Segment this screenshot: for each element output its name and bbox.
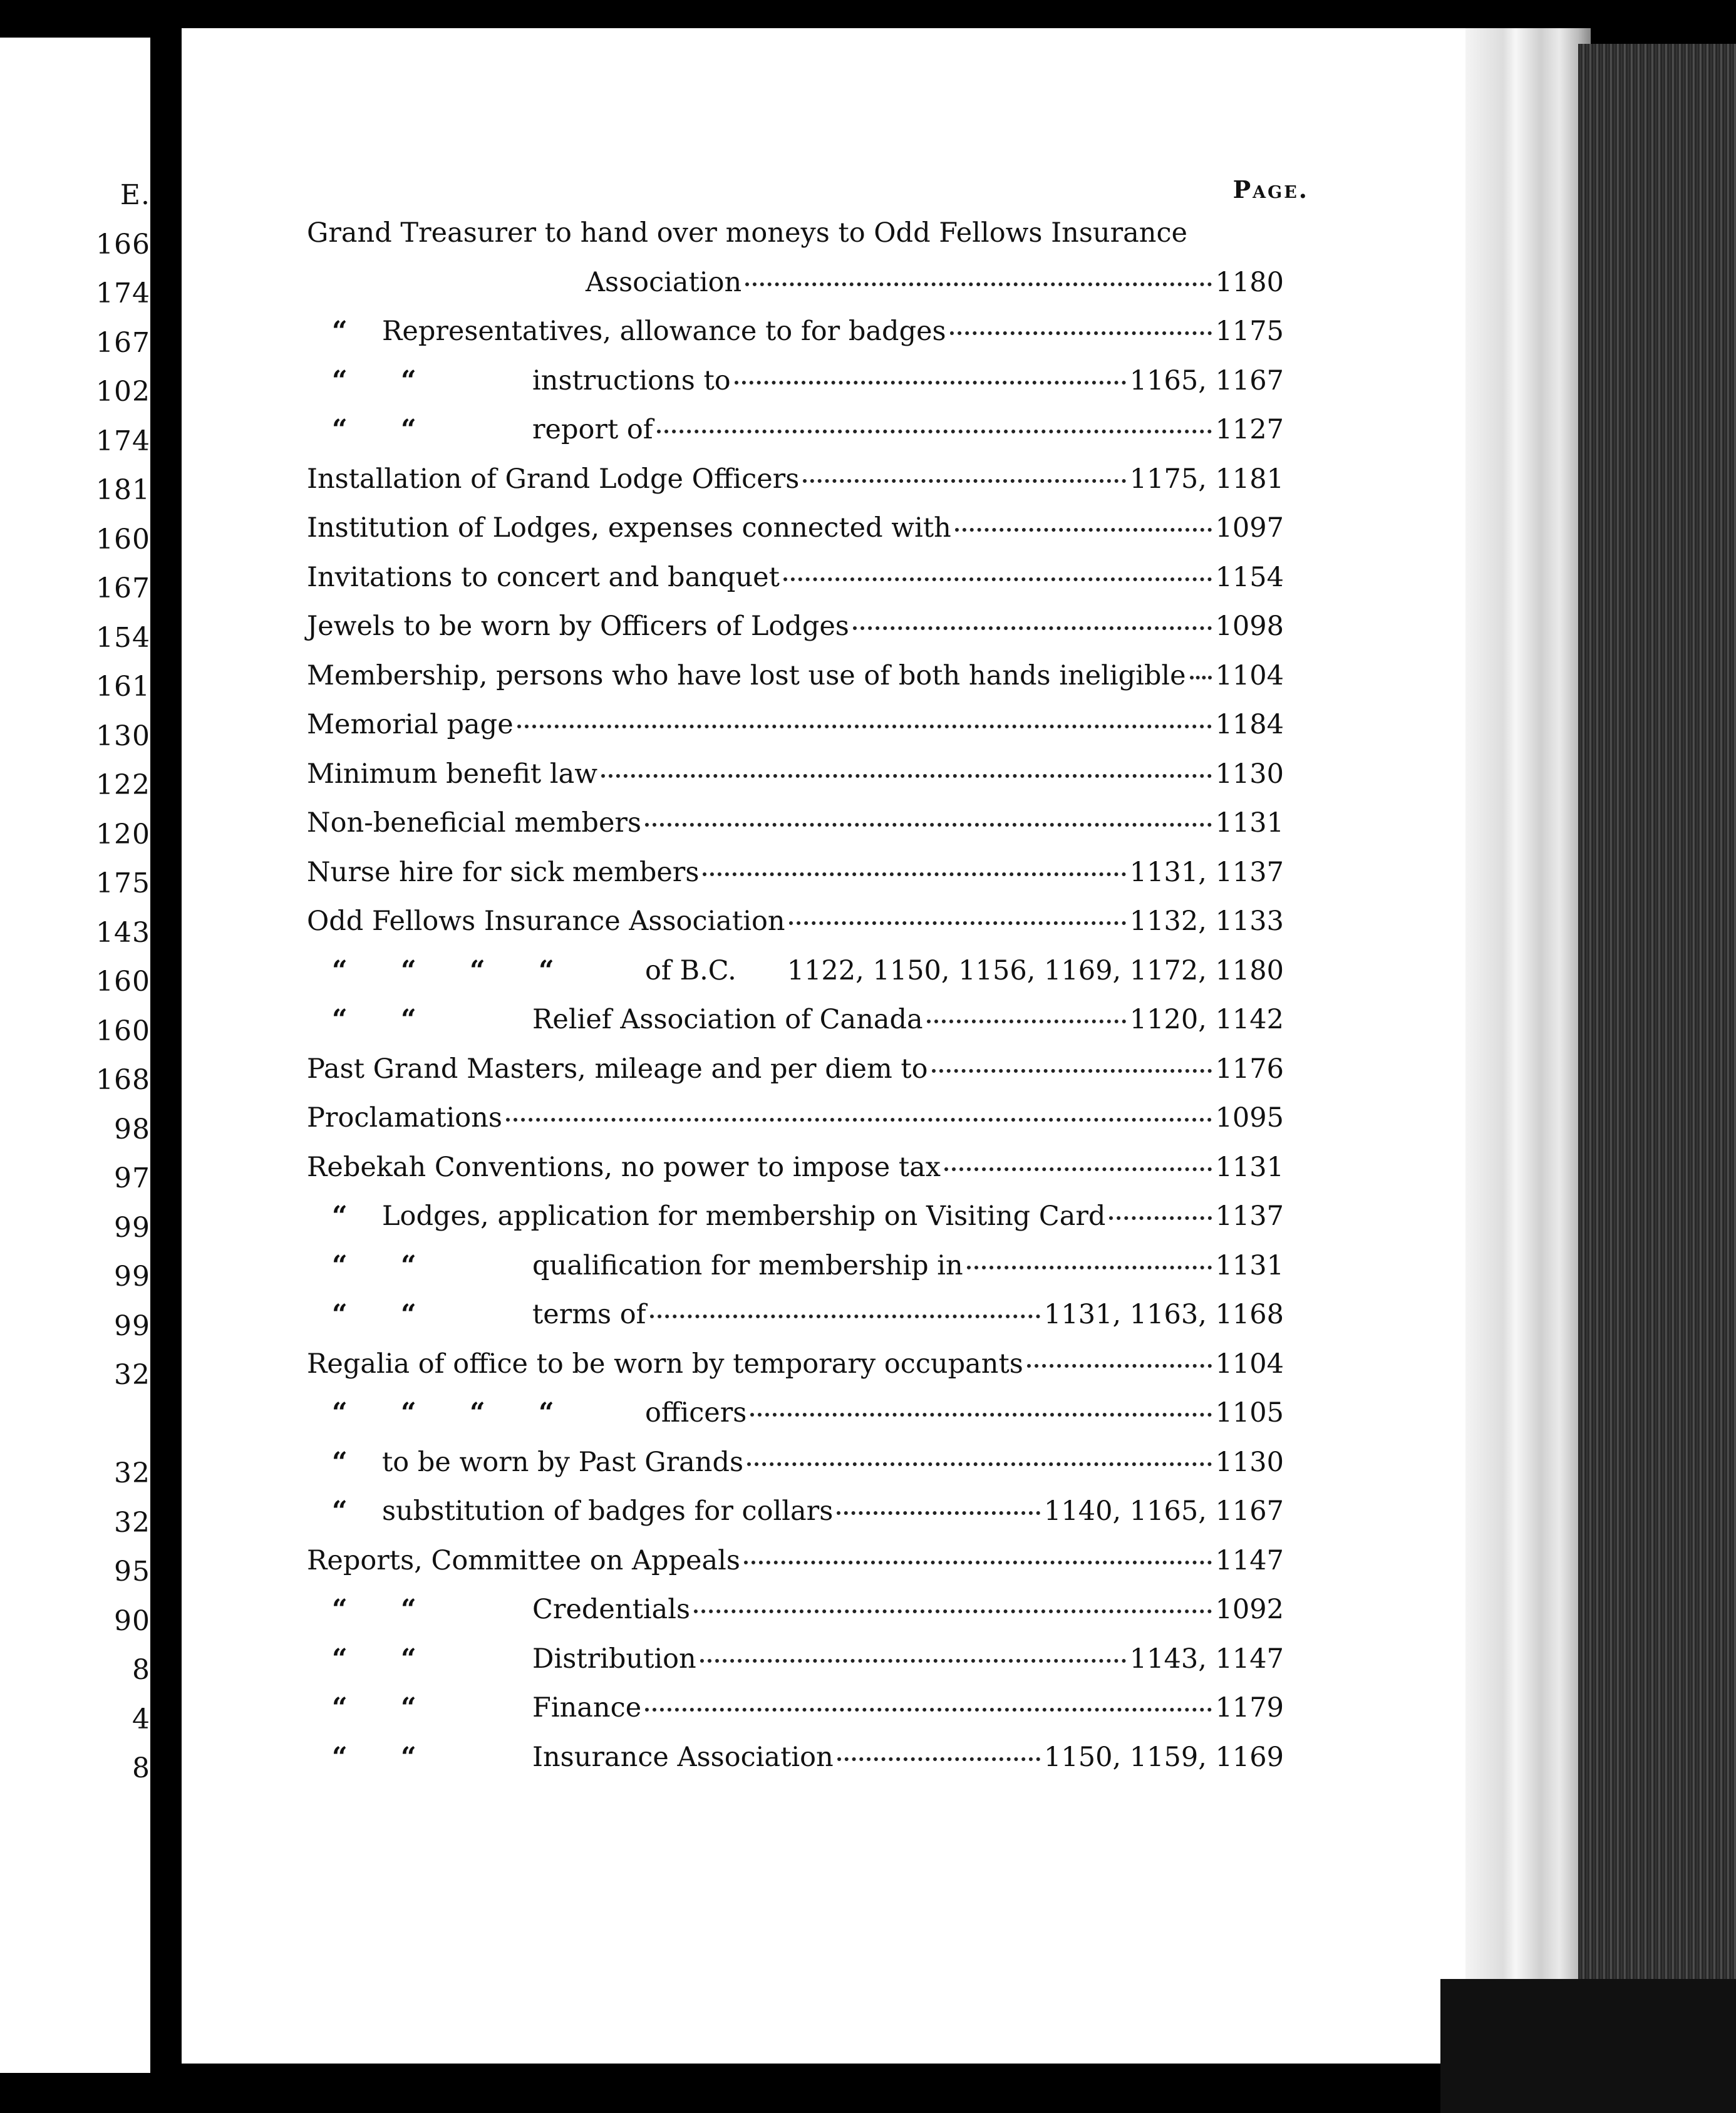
index-entry-heading	[332, 1692, 641, 1723]
index-entry	[307, 1734, 1284, 1784]
dot-leader	[955, 528, 1212, 532]
index-entry-heading	[307, 1348, 1023, 1380]
dot-leader	[967, 1266, 1212, 1269]
ditto-mark: “	[470, 1397, 485, 1428]
ditto-mark: “	[332, 1594, 348, 1625]
index-entry-heading	[332, 1643, 696, 1675]
ditto-mark: “	[401, 1741, 416, 1773]
index-entry	[307, 1636, 1284, 1685]
index-entry	[307, 653, 1284, 702]
ditto-mark: “	[332, 316, 348, 347]
left-page-fragment: 8	[132, 1752, 150, 1784]
left-page-fragment: E.	[120, 179, 150, 211]
dot-leader	[1190, 676, 1212, 679]
dot-leader	[789, 921, 1126, 925]
index-entry-text: Memorial page	[307, 709, 514, 740]
index-entry	[307, 1341, 1284, 1390]
left-page-fragment: 98	[114, 1113, 150, 1145]
dot-leader	[932, 1069, 1212, 1073]
dot-leader	[837, 1511, 1040, 1515]
index-entry-heading	[332, 414, 653, 445]
index-entry-heading	[307, 807, 641, 839]
ditto-mark: “	[332, 1397, 348, 1428]
dot-leader	[837, 1757, 1040, 1761]
index-entry	[307, 554, 1284, 604]
index-entry	[307, 210, 1284, 259]
index-entry-text: Membership, persons who have lost use of both hands ineligible	[307, 659, 1186, 691]
ditto-mark: “	[470, 954, 485, 986]
index-entry-text: Credentials	[532, 1594, 691, 1625]
left-page-fragment: 175	[96, 867, 150, 899]
index-entry-heading	[332, 365, 731, 396]
index-entry-text: Past Grand Masters, mileage and per diem to	[307, 1053, 928, 1085]
index-entry	[307, 1439, 1284, 1489]
dot-leader	[506, 1118, 1212, 1122]
index-entry-text: Nurse hire for sick members	[307, 856, 700, 888]
ditto-mark: “	[401, 954, 416, 986]
index-entry-heading	[332, 1004, 923, 1035]
ditto-mark: “	[332, 1004, 348, 1035]
index-entry-heading	[332, 316, 946, 347]
left-page-fragment: 160	[96, 966, 150, 998]
index-entry-heading	[307, 217, 1187, 249]
index-entry-text: Rebekah Conventions, no power to impose tax	[307, 1151, 941, 1183]
ditto-mark: “	[332, 1741, 348, 1773]
index-entry	[307, 603, 1284, 653]
index-entry	[307, 898, 1284, 948]
left-page-fragment: 160	[96, 1015, 150, 1047]
dot-leader	[927, 1020, 1126, 1023]
left-page-fragment: 174	[96, 425, 150, 457]
index-entry	[307, 1291, 1284, 1341]
left-page-fragment: 32	[114, 1359, 150, 1391]
dot-leader	[1027, 1364, 1212, 1368]
index-entry-heading	[332, 1299, 646, 1330]
index-entry-heading	[307, 709, 514, 740]
page-references: 1098	[1215, 611, 1284, 642]
dot-leader	[744, 1561, 1212, 1564]
ditto-mark: “	[332, 1299, 348, 1330]
index-entry	[307, 800, 1284, 849]
ditto-mark: “	[332, 414, 348, 445]
dot-leader	[950, 331, 1212, 335]
index-entry-heading	[307, 660, 1186, 691]
index-entry	[307, 1685, 1284, 1734]
page-references: 1122, 1150, 1156, 1169, 1172, 1180	[787, 954, 1284, 986]
index-entry	[307, 259, 1284, 309]
index-entry-text: report of	[532, 414, 653, 445]
ditto-mark: “	[332, 364, 348, 396]
index-entry	[307, 1390, 1284, 1439]
left-facing-page	[0, 38, 150, 2073]
page-references: 1127	[1215, 414, 1284, 445]
left-page-fragment: 130	[96, 720, 150, 752]
index-entry	[307, 751, 1284, 800]
index-entry-heading	[332, 1496, 833, 1527]
left-page-fragment: 168	[96, 1064, 150, 1096]
dot-leader	[783, 577, 1212, 581]
page-references: 1175, 1181	[1129, 463, 1284, 495]
index-list	[307, 210, 1284, 1783]
index-entry	[307, 1537, 1284, 1587]
page-references: 1131, 1163, 1168	[1044, 1299, 1284, 1330]
index-entry-heading	[307, 512, 951, 544]
page-references: 1120, 1142	[1129, 1004, 1284, 1035]
ditto-mark: “	[332, 1692, 348, 1723]
index-entry-heading	[307, 906, 785, 937]
index-entry-text: Reports, Committee on Appeals	[307, 1544, 740, 1576]
ditto-mark: “	[332, 1201, 348, 1232]
index-entry	[307, 406, 1284, 456]
left-page-fragment: 8	[132, 1654, 150, 1686]
dot-leader	[853, 626, 1212, 630]
left-page-fragment: 102	[96, 376, 150, 408]
left-page-fragment: 154	[96, 621, 150, 654]
index-entry-text: Association	[586, 266, 742, 298]
left-page-fragment: 99	[114, 1211, 150, 1244]
index-entry-text: terms of	[532, 1299, 646, 1330]
page-references: 1104	[1215, 659, 1284, 691]
index-entry-heading	[332, 1250, 963, 1281]
page-references: 1175	[1215, 316, 1284, 347]
index-entry	[307, 701, 1284, 751]
index-entry-heading	[307, 562, 780, 593]
index-entry-text: Grand Treasurer to hand over moneys to Odd Fellows Insurance	[307, 217, 1188, 249]
page-column-heading: Page.	[1232, 175, 1309, 204]
ditto-mark: “	[332, 954, 348, 986]
ditto-mark: “	[401, 414, 416, 445]
index-entry-text: Non-beneficial members	[307, 807, 642, 839]
index-entry-text: Installation of Grand Lodge Officers	[307, 463, 800, 495]
page-references: 1130	[1215, 1446, 1284, 1478]
ditto-mark: “	[401, 364, 416, 396]
dot-leader	[517, 725, 1212, 728]
page-references: 1140, 1165, 1167	[1044, 1496, 1284, 1527]
index-entry-heading	[307, 758, 597, 790]
page-references: 1147	[1215, 1544, 1284, 1576]
index-entry-text: Invitations to concert and banquet	[307, 561, 780, 593]
index-entry-text: of B.C.	[645, 954, 736, 986]
left-page-fragment: 4	[132, 1703, 150, 1735]
index-entry-heading	[307, 1152, 941, 1183]
index-entry-text: Representatives, allowance to for badges	[382, 316, 946, 347]
page-references: 1154	[1215, 561, 1284, 593]
page-references: 1132, 1133	[1129, 906, 1284, 937]
dot-leader	[657, 430, 1212, 433]
page-references: 1092	[1215, 1594, 1284, 1625]
index-entry	[307, 456, 1284, 505]
dot-leader	[803, 479, 1125, 483]
index-entry-heading	[307, 463, 799, 495]
left-page-fragment: 166	[96, 228, 150, 261]
page-references: 1105	[1215, 1397, 1284, 1428]
index-entry	[307, 505, 1284, 554]
dot-leader	[703, 872, 1125, 876]
index-entry-heading	[307, 611, 849, 642]
left-page-fragment: 167	[96, 326, 150, 359]
index-entry-heading	[307, 857, 699, 888]
index-entry	[307, 1046, 1284, 1095]
index-entry-text: Lodges, application for membership on Visiting Card	[382, 1201, 1106, 1232]
page-references: 1131	[1215, 1249, 1284, 1281]
index-entry	[307, 948, 1284, 997]
index-entry-text: instructions to	[532, 364, 731, 396]
left-page-fragment: 122	[96, 769, 150, 801]
index-entry	[307, 358, 1284, 407]
index-entry	[307, 1193, 1284, 1242]
index-entry-text: Jewels to be worn by Officers of Lodges	[307, 611, 849, 642]
page-references: 1095	[1215, 1102, 1284, 1134]
index-entry-text: Regalia of office to be worn by temporary occupants	[307, 1348, 1023, 1380]
index-entry-text: Distribution	[532, 1643, 696, 1675]
book-page-edges	[1465, 28, 1591, 1988]
dot-leader	[944, 1167, 1212, 1171]
index-entry-text: Finance	[532, 1692, 642, 1723]
index-entry-heading	[332, 1594, 690, 1625]
left-page-fragment: 120	[96, 818, 150, 850]
book-bottom-shadow	[1440, 1979, 1736, 2113]
index-entry	[307, 1586, 1284, 1636]
index-entry	[307, 1242, 1284, 1292]
left-page-fragment: 143	[96, 916, 150, 949]
page-references: 1104	[1215, 1348, 1284, 1380]
page-references: 1165, 1167	[1129, 364, 1284, 396]
page-references: 1176	[1215, 1053, 1284, 1085]
left-page-fragment: 167	[96, 572, 150, 604]
dot-leader	[645, 823, 1212, 827]
index-entry	[307, 1488, 1284, 1537]
page-references: 1137	[1215, 1201, 1284, 1232]
page-references: 1130	[1215, 758, 1284, 790]
page-references: 1179	[1215, 1692, 1284, 1723]
left-page-fragment: 99	[114, 1261, 150, 1293]
left-page-fragment: 181	[96, 474, 150, 506]
index-entry-text: Proclamations	[307, 1102, 502, 1134]
index-entry-text: officers	[645, 1397, 747, 1428]
index-entry-text: Institution of Lodges, expenses connected with	[307, 512, 951, 544]
ditto-mark: “	[401, 1397, 416, 1428]
dot-leader	[735, 381, 1126, 385]
dot-leader	[694, 1609, 1212, 1613]
ditto-mark: “	[401, 1594, 416, 1625]
index-entry	[307, 1095, 1284, 1144]
ditto-mark: “	[332, 1249, 348, 1281]
index-entry-text: Relief Association of Canada	[532, 1004, 923, 1035]
dot-leader	[747, 1462, 1212, 1466]
left-page-fragment: 99	[114, 1310, 150, 1342]
page-references: 1131, 1137	[1129, 856, 1284, 888]
ditto-mark: “	[332, 1496, 348, 1527]
index-entry-text: to be worn by Past Grands	[382, 1446, 744, 1478]
left-page-fragment: 90	[114, 1604, 150, 1637]
ditto-mark: “	[401, 1692, 416, 1723]
index-page	[182, 28, 1465, 2064]
index-entry	[307, 996, 1284, 1046]
ditto-mark: “	[401, 1249, 416, 1281]
dot-leader	[601, 774, 1211, 778]
page-references: 1131	[1215, 1151, 1284, 1183]
ditto-mark: “	[401, 1299, 416, 1330]
page-references: 1150, 1159, 1169	[1044, 1741, 1284, 1773]
ditto-mark: “	[401, 1643, 416, 1675]
index-entry-heading	[307, 1053, 928, 1085]
dot-leader	[1109, 1216, 1211, 1220]
ditto-mark: “	[401, 1004, 416, 1035]
index-entry-text: Minimum benefit law	[307, 758, 598, 790]
index-entry-heading	[307, 1545, 740, 1576]
index-entry-heading	[332, 955, 736, 986]
left-page-fragment: 32	[114, 1457, 150, 1489]
left-page-fragment: 97	[114, 1162, 150, 1194]
dot-leader	[645, 1708, 1211, 1712]
page-references: 1131	[1215, 807, 1284, 839]
dot-leader	[745, 282, 1211, 286]
ditto-mark: “	[332, 1446, 348, 1478]
index-entry-heading	[332, 1397, 747, 1428]
index-entry	[307, 1144, 1284, 1194]
index-entry	[307, 308, 1284, 358]
index-entry	[307, 849, 1284, 899]
book-cover-edge	[1578, 44, 1736, 2079]
ditto-mark: “	[539, 1397, 554, 1428]
page-references: 1180	[1215, 266, 1284, 298]
dot-leader	[750, 1413, 1211, 1417]
ditto-mark: “	[539, 954, 554, 986]
index-entry-text: substitution of badges for collars	[382, 1496, 834, 1527]
page-references: 1143, 1147	[1129, 1643, 1284, 1675]
index-entry-text: Odd Fellows Insurance Association	[307, 906, 785, 937]
page-references: 1184	[1215, 709, 1284, 740]
index-entry-heading	[332, 1447, 743, 1478]
left-page-fragment: 95	[114, 1556, 150, 1588]
index-entry-text: qualification for membership in	[532, 1249, 963, 1281]
dot-leader	[700, 1659, 1126, 1663]
ditto-mark: “	[332, 1643, 348, 1675]
left-page-fragment: 161	[96, 671, 150, 703]
index-entry-text: Insurance Association	[532, 1741, 834, 1773]
left-page-fragment: 32	[114, 1506, 150, 1539]
left-page-fragment: 160	[96, 523, 150, 555]
index-entry-heading	[332, 1201, 1105, 1232]
dot-leader	[650, 1315, 1040, 1318]
index-entry-heading	[307, 1102, 502, 1134]
page-references: 1097	[1215, 512, 1284, 544]
index-entry-heading	[586, 267, 741, 298]
left-page-fragment: 174	[96, 277, 150, 309]
index-entry-heading	[332, 1742, 834, 1773]
